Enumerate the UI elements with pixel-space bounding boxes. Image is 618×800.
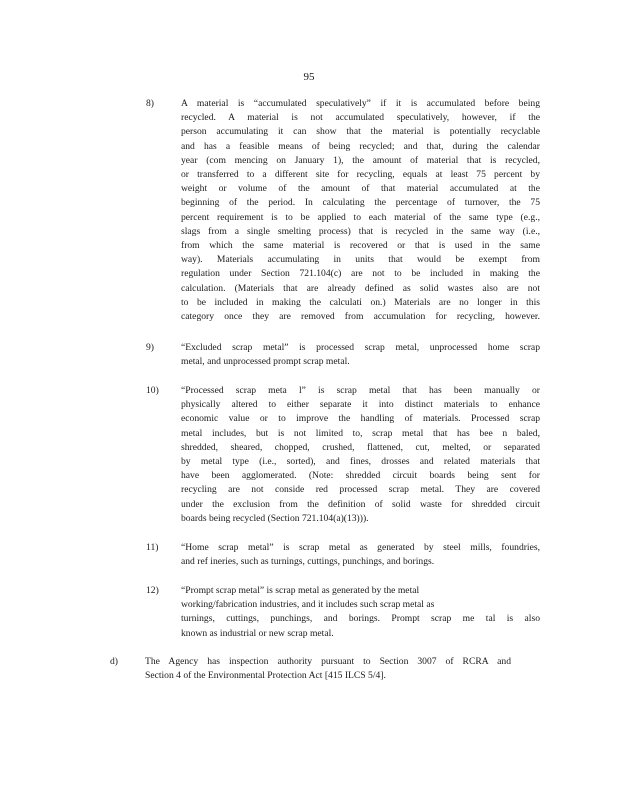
text-line: and has a feasible means of being recycled; and that, during the calendar: [181, 140, 540, 152]
text-line: recycling are not conside red processed scrap metal. They are covered: [181, 484, 540, 496]
text-line: “Home scrap metal” is scrap metal as generated by steel mills, foundries,: [181, 542, 540, 553]
text-line: year (com mencing on January 1), the amount of material that is recycled,: [181, 154, 540, 166]
text-line: by metal type (i.e., sorted), and fines, drosses and related materials that: [181, 456, 540, 468]
text-line: slags from a single smelting process) that is recycled in the same way (i.e.,: [181, 225, 540, 237]
item-number: d): [110, 656, 118, 667]
text-line: have been agglomerated. (Note: shredded circuit boards being sent for: [181, 470, 540, 482]
item-text: [145, 655, 511, 683]
text-line: shredded, sheared, chopped, crushed, flattened, cut, melted, or separated: [181, 441, 540, 453]
text-line: turnings, cuttings, punchings, and borings. Prompt scrap me tal is also: [181, 613, 540, 625]
item-number: 8): [146, 98, 154, 109]
text-line: known as industrial or new scrap metal.: [181, 627, 334, 639]
item-text: [181, 584, 540, 641]
text-line: calculation. (Materials that are already defined as solid wastes also are not: [181, 282, 540, 294]
item-text: [181, 97, 540, 324]
text-line: metal includes, but is not limited to, scrap metal that has bee n baled,: [181, 427, 540, 439]
list-item: [110, 655, 511, 683]
text-line: “Processed scrap meta l” is scrap metal that has been manually or: [181, 385, 540, 396]
item-text: [181, 541, 540, 569]
list-item: [146, 541, 540, 569]
text-line: Section 4 of the Environmental Protection Act [415 ILCS 5/4].: [145, 670, 386, 682]
text-line: metal, and unprocessed prompt scrap metal.: [181, 356, 350, 368]
text-line: percent requirement is to be applied to each material of the same type (e.g.,: [181, 211, 540, 223]
text-line: economic value or to improve the handling of materials. Processed scrap: [181, 413, 540, 425]
text-line: beginning of the period. In calculating the percentage of turnover, the 75: [181, 197, 540, 209]
text-line: The Agency has inspection authority pursuant to Section 3007 of RCRA and: [145, 656, 511, 667]
item-number: 11): [146, 542, 159, 553]
item-number: 10): [146, 385, 159, 396]
item-number: 9): [146, 342, 154, 353]
list-item: [146, 341, 540, 369]
item-number: 12): [146, 585, 159, 596]
text-line: working/fabrication industries, and it includes such scrap metal as: [181, 599, 435, 611]
text-line: boards being recycled (Section 721.104(a)(13))).: [181, 512, 369, 524]
item-text: [181, 341, 540, 369]
text-line: from which the same material is recovered or that is used in the same: [181, 240, 540, 252]
text-line: recycled. A material is not accumulated speculatively, however, if the: [181, 112, 540, 124]
text-line: or transferred to a different site for recycling, equals at least 75 percent by: [181, 169, 540, 181]
list-item: [146, 384, 540, 526]
text-line: “Excluded scrap metal” is processed scrap metal, unprocessed home scrap: [181, 342, 540, 353]
list-item: [146, 584, 540, 641]
text-line: under the exclusion from the definition of solid waste for shredded circuit: [181, 498, 540, 510]
text-line: weight or volume of the amount of that material accumulated at the: [181, 183, 540, 195]
text-line: person accumulating it can show that the material is potentially recyclable: [181, 126, 540, 138]
text-line: physically altered to either separate it into distinct materials to enhance: [181, 399, 540, 411]
page-number: 95: [303, 71, 315, 83]
text-line: category once they are removed from accumulation for recycling, however.: [181, 311, 540, 323]
text-line: and ref ineries, such as turnings, cuttings, punchings, and borings.: [181, 556, 435, 568]
item-text: [181, 384, 540, 526]
text-line: A material is “accumulated speculatively” if it is accumulated before being: [181, 98, 540, 109]
text-line: “Prompt scrap metal” is scrap metal as generated by the metal: [181, 585, 420, 596]
text-line: to be included in making the calculati on.) Materials are no longer in this: [181, 296, 540, 308]
text-line: regulation under Section 721.104(c) are not to be included in making the: [181, 268, 540, 280]
text-line: way). Materials accumulating in units that would be exempt from: [181, 254, 540, 266]
list-item: [146, 97, 540, 324]
